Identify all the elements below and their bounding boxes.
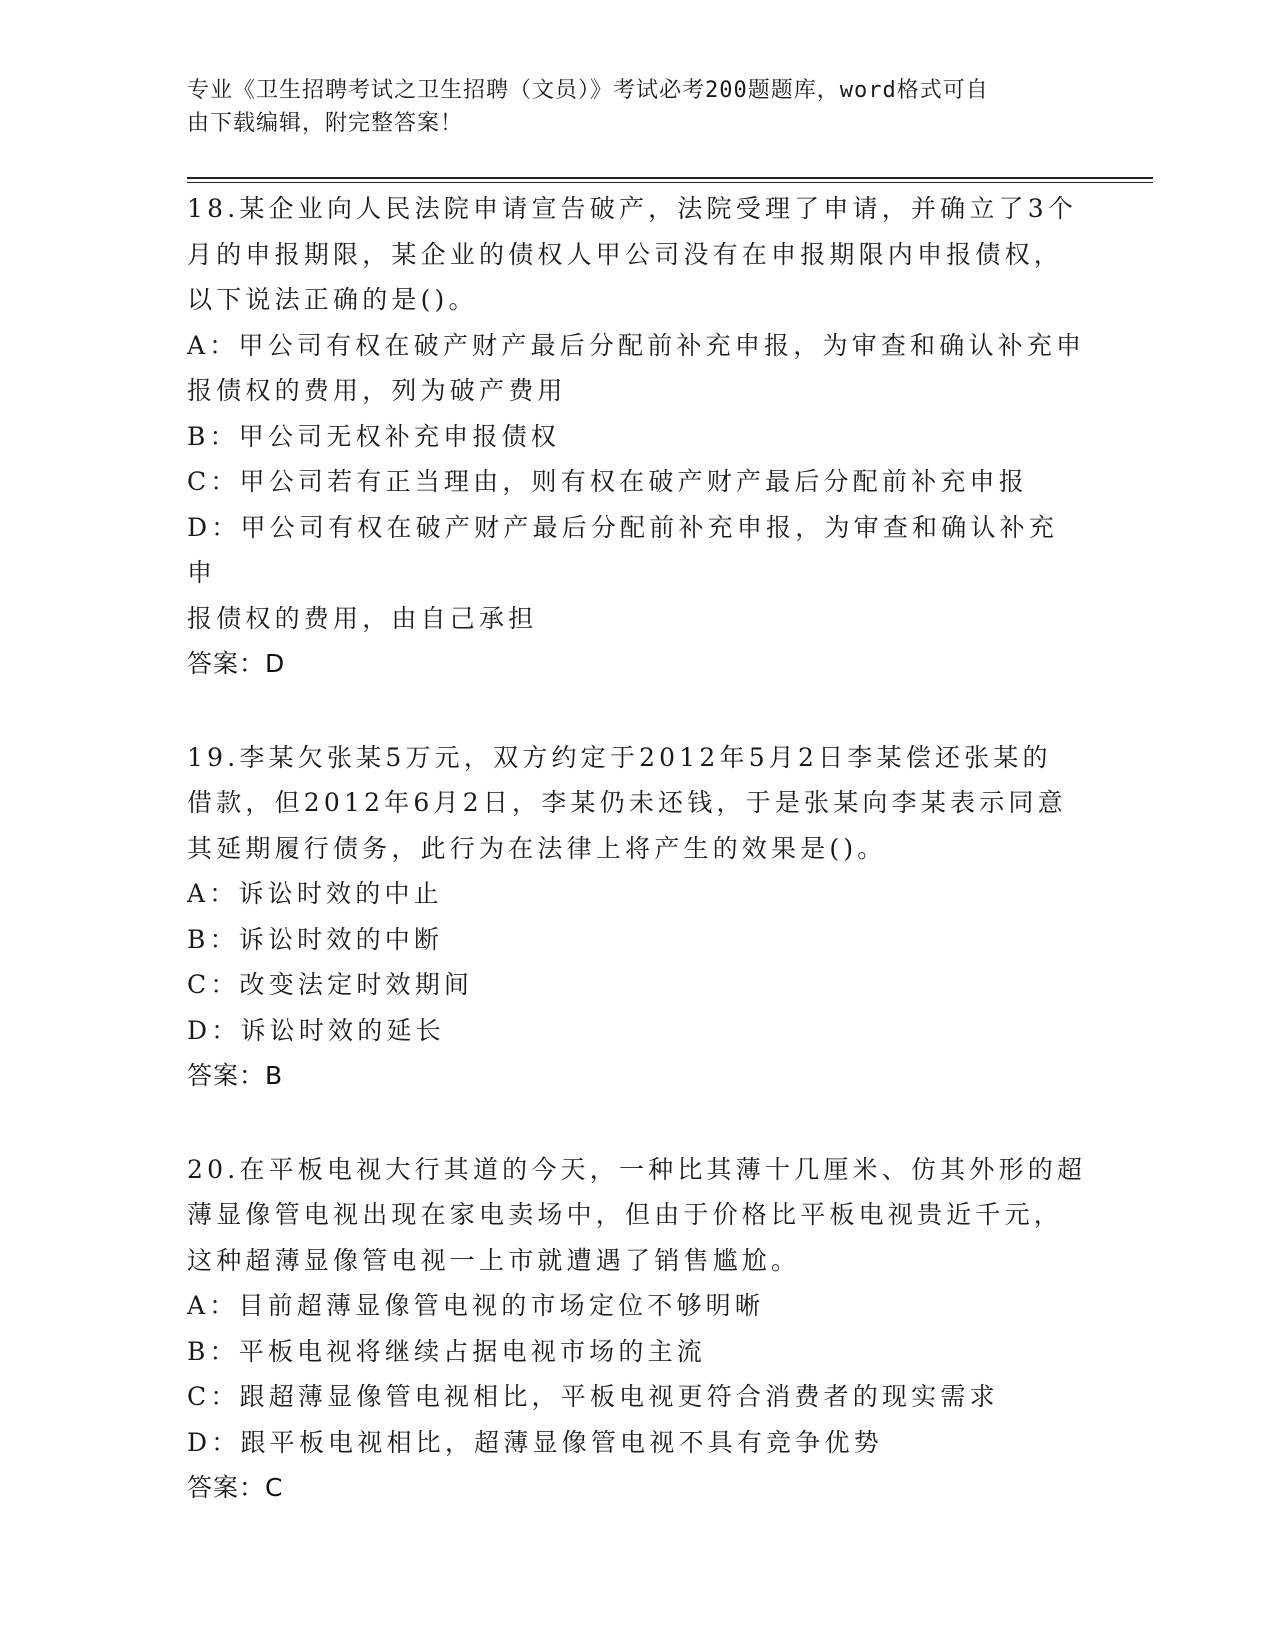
question-stem-line: 薄显像管电视出现在家电卖场中，但由于价格比平板电视贵近千元， — [187, 1200, 1064, 1229]
option-d: D：跟平板电视相比，超薄显像管电视不具有竞争优势 — [187, 1427, 883, 1457]
option-b: B：甲公司无权补充申报债权 — [187, 421, 560, 451]
header-divider-thick — [187, 177, 1153, 179]
question-19 — [187, 735, 1087, 1099]
answer-key: 答案：C — [187, 1473, 284, 1502]
option-c: C：跟超薄显像管电视相比，平板电视更符合消费者的现实需求 — [187, 1382, 999, 1411]
option-b: B：平板电视将继续占据电视市场的主流 — [187, 1336, 706, 1366]
question-stem-line: 19.李某欠张某5万元，双方约定于2012年5月2日李某偿还张某的 — [187, 742, 1052, 772]
question-stem-line: 以下说法正确的是()。 — [187, 285, 478, 314]
question-stem-line: 借款，但2012年6月2日，李某仍未还钱，于是张某向李某表示同意 — [187, 788, 1067, 817]
option-c: C：改变法定时效期间 — [187, 970, 474, 999]
option-a-continued: 报债权的费用，列为破产费用 — [187, 376, 567, 405]
question-18 — [187, 186, 1087, 687]
answer-key: 答案：D — [187, 649, 286, 678]
question-stem-line: 20.在平板电视大行其道的今天，一种比其薄十几厘米、仿其外形的超 — [187, 1154, 1087, 1184]
document-header — [187, 74, 1067, 140]
option-a: A：甲公司有权在破产财产最后分配前补充申报，为审查和确认补充申 — [187, 330, 1086, 360]
option-a: A：目前超薄显像管电视的市场定位不够明晰 — [187, 1291, 765, 1320]
option-d: D：诉讼时效的延长 — [187, 1015, 445, 1045]
answer-key: 答案：B — [187, 1061, 284, 1090]
option-b: B：诉讼时效的中断 — [187, 924, 444, 954]
question-stem-line: 18.某企业向人民法院申请宣告破产，法院受理了申请，并确立了3个 — [187, 194, 1078, 223]
option-c: C：甲公司若有正当理由，则有权在破产财产最后分配前补充申报 — [187, 467, 1028, 496]
header-line-1: 专业《卫生招聘考试之卫生招聘（文员）》考试必考200题题库，word格式可自 — [187, 78, 989, 103]
option-a: A：诉讼时效的中止 — [187, 879, 443, 908]
question-stem-line: 其延期履行债务，此行为在法律上将产生的效果是()。 — [187, 833, 887, 863]
header-divider-thin — [187, 182, 1153, 183]
question-list — [187, 186, 1087, 1559]
question-stem-line: 这种超薄显像管电视一上市就遭遇了销售尴尬。 — [187, 1245, 801, 1275]
question-20 — [187, 1147, 1087, 1511]
option-d-continued: 报债权的费用，由自己承担 — [187, 603, 538, 633]
header-line-2: 由下载编辑，附完整答案！ — [187, 111, 464, 136]
question-stem-line: 月的申报期限，某企业的债权人甲公司没有在申报期限内申报债权， — [187, 239, 1064, 269]
option-d: D：甲公司有权在破产财产最后分配前补充申报，为审查和确认补充申 — [187, 512, 1059, 587]
